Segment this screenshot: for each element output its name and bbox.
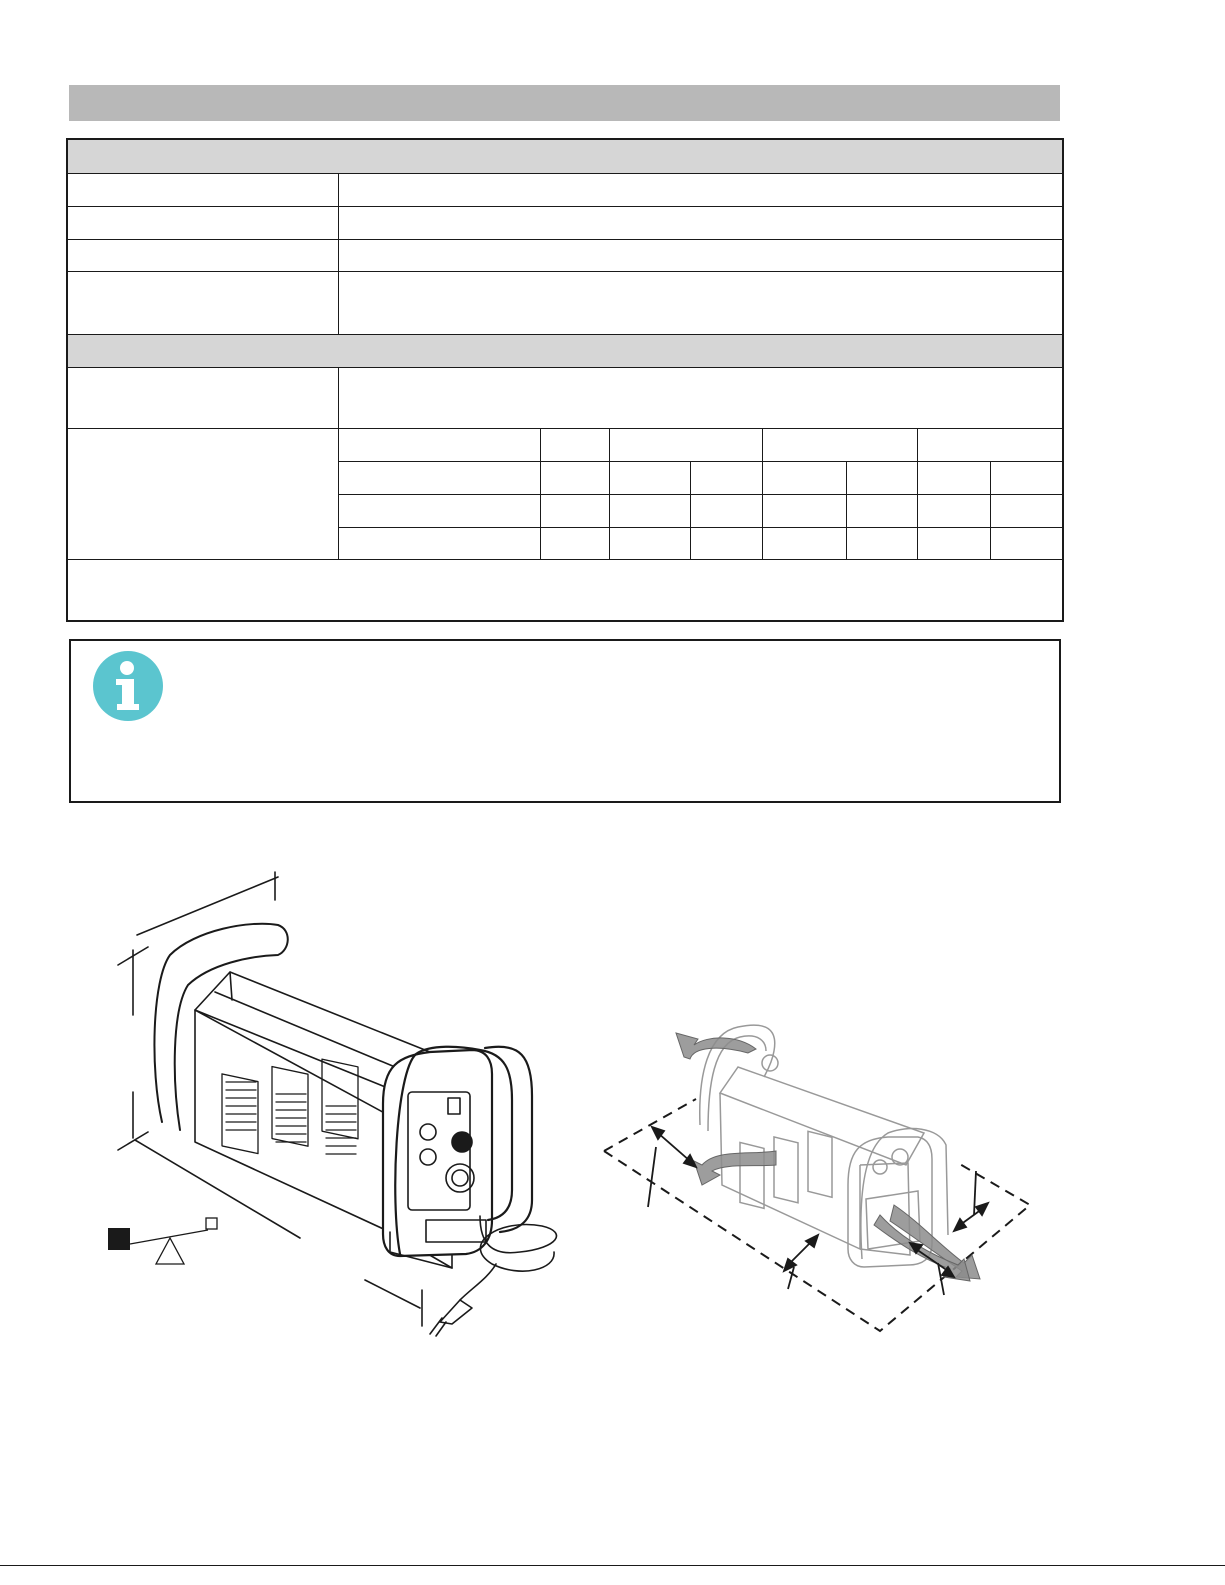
note-box [69,639,1061,803]
power-supply-dimensions-figure [100,860,580,1350]
power-supply-clearance-airflow-figure [598,1015,1038,1335]
column-divider [846,461,847,559]
column-divider [917,428,918,559]
row-divider [68,428,1062,429]
column-divider [762,428,763,559]
page-bottom-rule [0,1565,1225,1566]
table-header-row-2 [68,335,1062,367]
row-divider [68,173,1062,174]
section-title-bar [69,85,1060,121]
row-divider [68,559,1062,560]
row-divider [68,271,1062,272]
column-divider [609,428,610,559]
row-divider [338,494,1062,495]
weight-icon [108,1218,217,1264]
row-divider [68,239,1062,240]
specifications-table [66,138,1064,622]
clearance-arrows [648,1127,988,1295]
column-divider [338,173,339,335]
row-divider [68,367,1062,368]
table-header-row-1 [68,140,1062,173]
info-icon [92,650,164,722]
column-divider [338,367,339,559]
column-divider [540,428,541,559]
row-divider [338,527,1062,528]
column-divider [990,461,991,559]
airflow-arrows [676,1033,980,1281]
row-divider [68,334,1062,335]
row-divider [338,461,1062,462]
row-divider [68,206,1062,207]
column-divider [690,461,691,559]
